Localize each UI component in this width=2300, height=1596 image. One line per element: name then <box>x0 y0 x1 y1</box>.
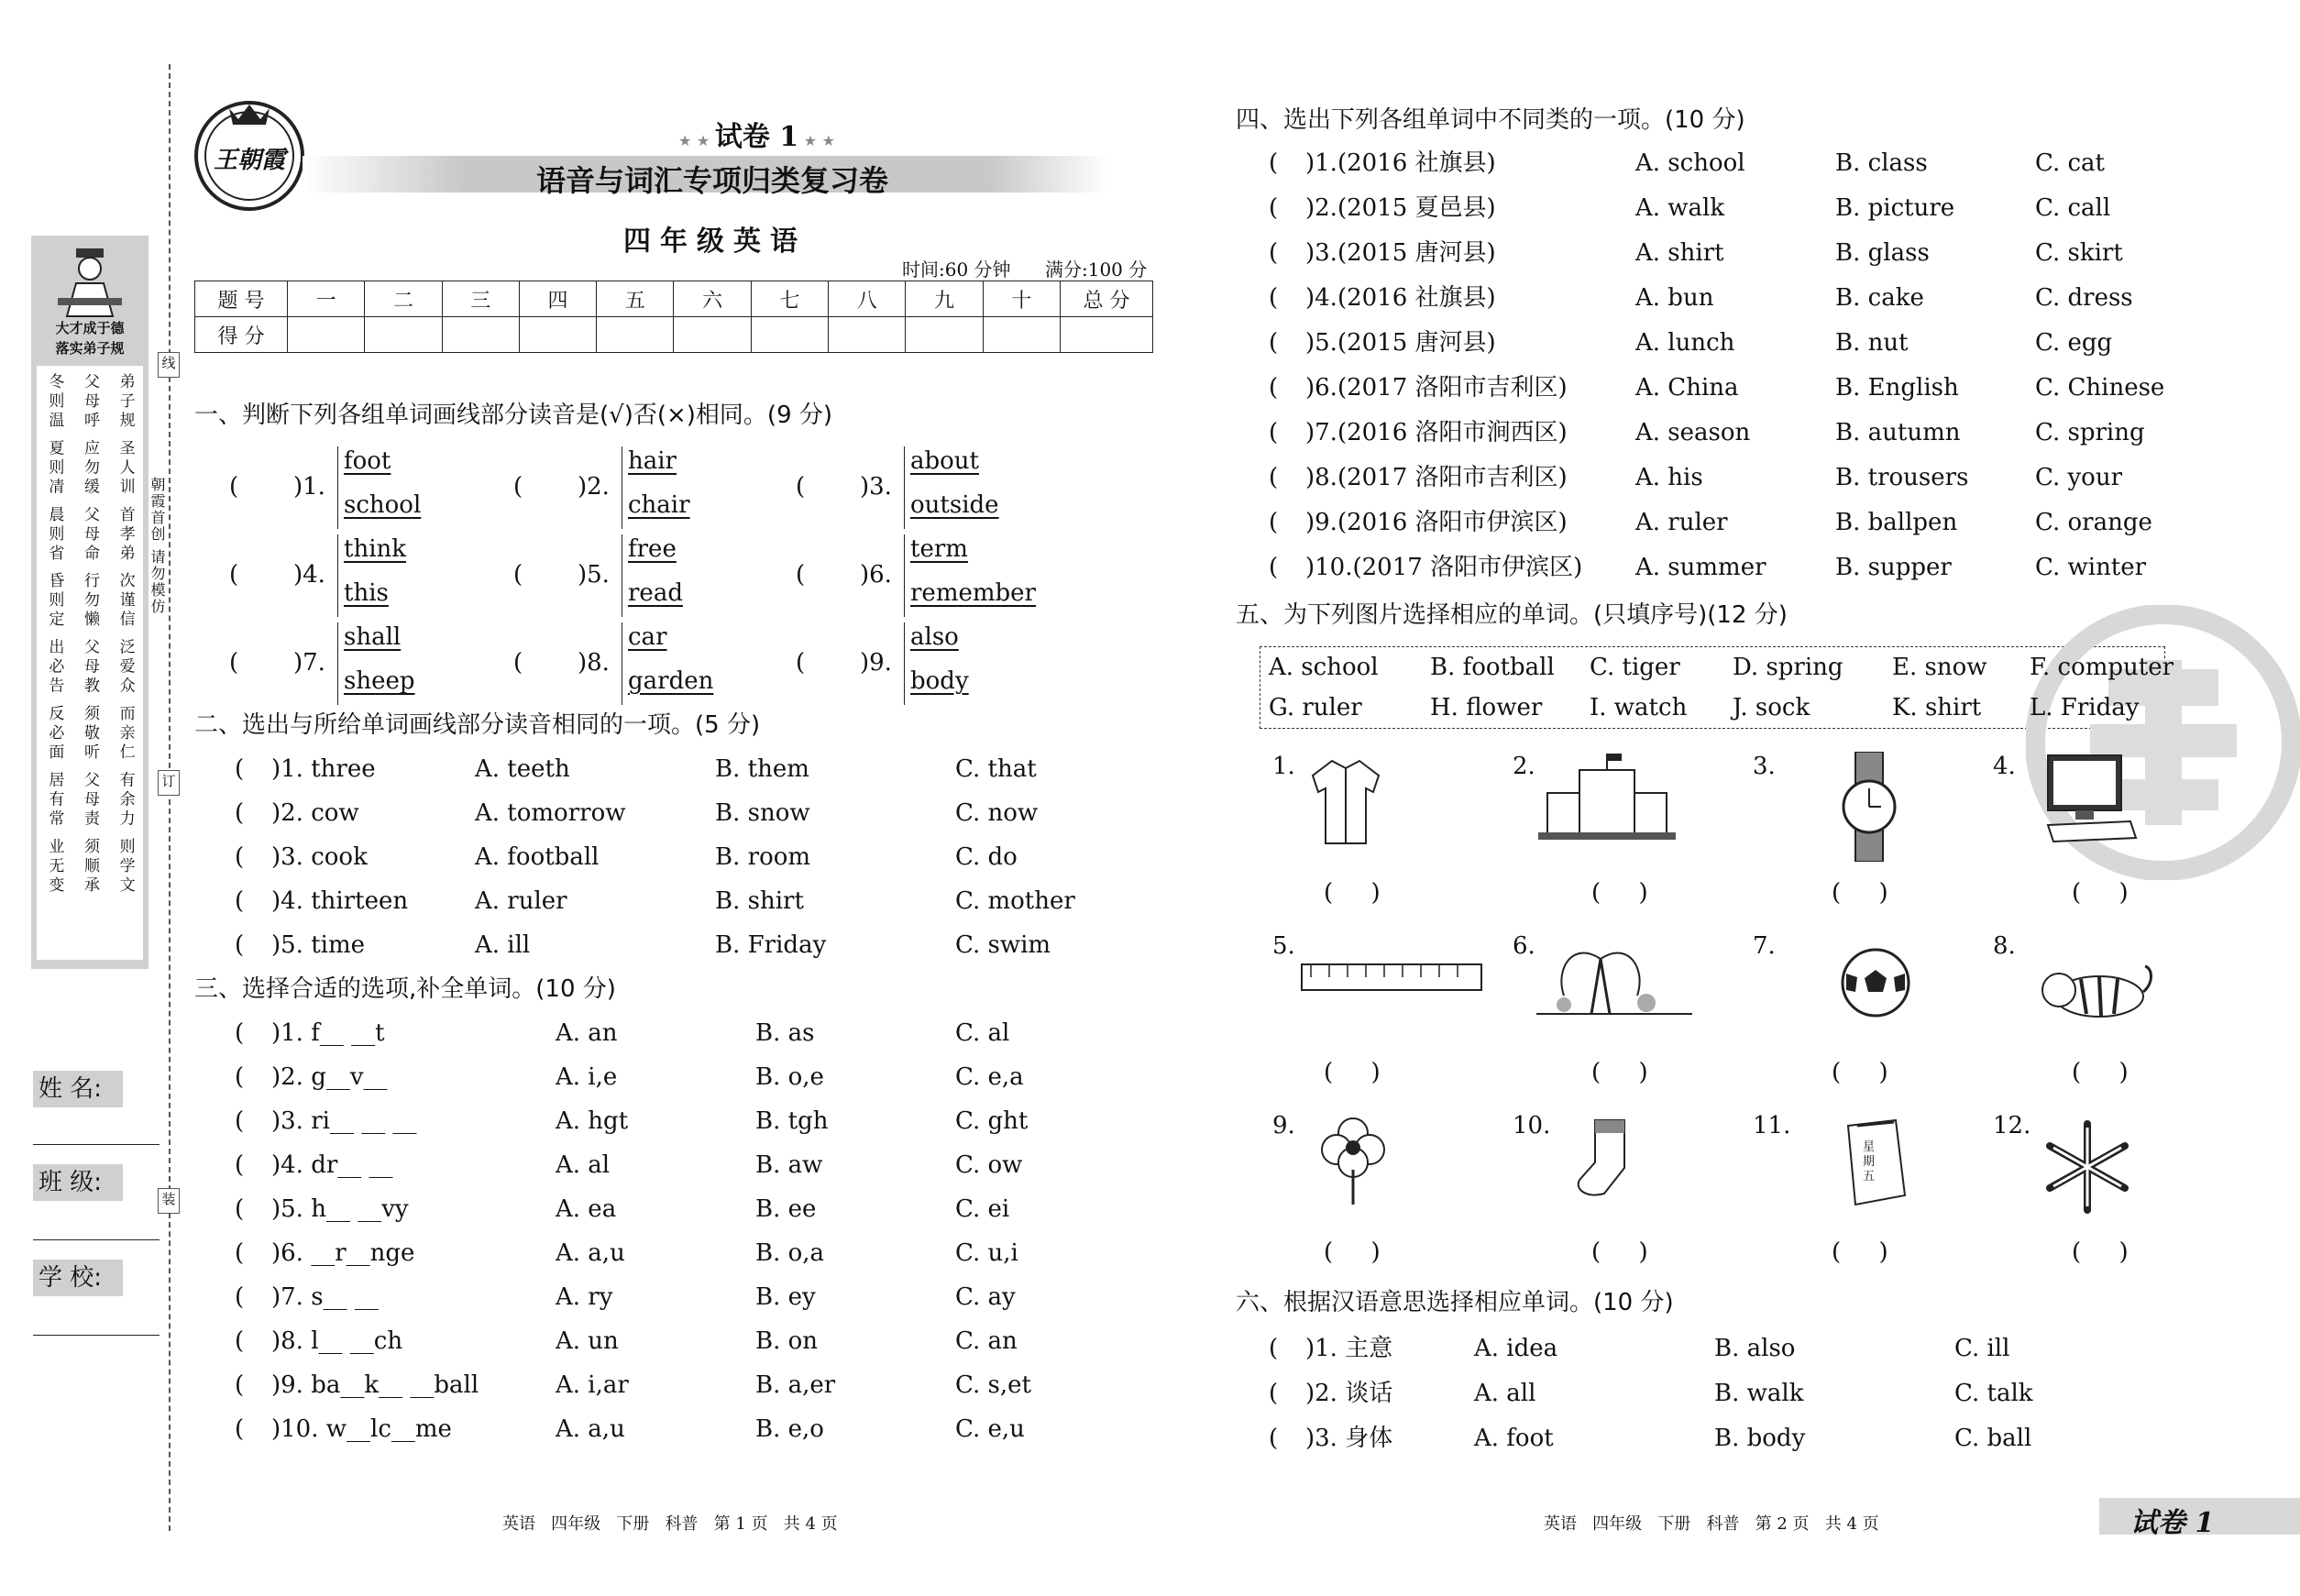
answer-blank[interactable]: ( ) <box>1591 879 1648 907</box>
option-c: C. dress <box>2035 284 2133 312</box>
answer-paren[interactable]: ( <box>229 649 239 677</box>
option-b: B. nut <box>1835 329 1909 357</box>
answer-paren[interactable]: ( <box>1269 1380 1279 1407</box>
question-number: )5. <box>578 561 610 589</box>
picture-number: 3. <box>1753 753 1776 780</box>
word-bank-item: B. football <box>1430 654 1555 681</box>
answer-paren[interactable]: ( <box>235 755 245 783</box>
answer-paren[interactable]: ( <box>235 1327 245 1355</box>
word-a: hair <box>628 447 677 475</box>
option-c: C. spring <box>2035 419 2145 446</box>
answer-paren[interactable]: ( <box>1269 509 1279 536</box>
word-a: foot <box>344 447 391 475</box>
option-c: C. talk <box>1954 1380 2033 1407</box>
rules-sidebar <box>31 236 149 969</box>
option-b: B. on <box>755 1327 819 1355</box>
answer-paren[interactable]: ( <box>1269 239 1279 267</box>
option-a: A. bun <box>1635 284 1714 312</box>
section-1-title: 一、判断下列各组单词画线部分读音是(√)否(×)相同。(9 分) <box>194 402 833 429</box>
word-b: read <box>628 579 683 607</box>
answer-paren[interactable]: ( <box>513 561 523 589</box>
answer-blank[interactable]: ( ) <box>1591 1059 1648 1086</box>
option-c: C. ei <box>955 1195 1010 1223</box>
answer-paren[interactable]: ( <box>235 1019 245 1047</box>
answer-blank[interactable]: ( ) <box>2072 1238 2129 1266</box>
option-b: B. room <box>715 843 811 871</box>
answer-paren[interactable]: ( <box>796 473 806 501</box>
class-label: 班 级: <box>33 1164 123 1201</box>
football-picture <box>1839 946 1912 1019</box>
answer-paren[interactable]: ( <box>513 649 523 677</box>
answer-paren[interactable]: ( <box>235 843 245 871</box>
option-a: A. i,e <box>556 1063 618 1091</box>
option-a: A. China <box>1635 374 1739 402</box>
option-a: A. a,u <box>556 1239 625 1267</box>
option-b: B. ey <box>755 1283 816 1311</box>
option-b: B. cake <box>1835 284 1924 312</box>
footer-right: 英语 四年级 下册 科普 第 2 页 共 4 页 <box>1544 1514 1879 1534</box>
option-b: B. supper <box>1835 554 1952 581</box>
word-bank-item: A. school <box>1269 654 1379 681</box>
score-header-cell: 三 <box>442 281 519 317</box>
sock-picture <box>1568 1117 1641 1199</box>
option-a: A. his <box>1635 464 1703 491</box>
binding-mark-2: 订 <box>158 770 180 796</box>
question-4: )4. thirteen <box>271 887 409 915</box>
ruler-picture <box>1300 959 1483 996</box>
option-a: A. an <box>556 1019 618 1047</box>
brand-logo <box>193 99 306 213</box>
option-c: C. do <box>955 843 1018 871</box>
option-c: C. ill <box>1954 1335 2010 1362</box>
option-b: B. glass <box>1835 239 1930 267</box>
option-a: A. ruler <box>1635 509 1728 536</box>
option-a: A. idea <box>1474 1335 1558 1362</box>
answer-blank[interactable]: ( ) <box>1832 1059 1888 1086</box>
option-b: B. trousers <box>1835 464 1969 491</box>
answer-paren[interactable]: ( <box>1269 329 1279 357</box>
option-c: C. s,et <box>955 1371 1031 1399</box>
answer-paren[interactable]: ( <box>1269 419 1279 446</box>
answer-blank[interactable]: ( ) <box>1324 1238 1381 1266</box>
question-5: )5.(2015 唐河县) <box>1305 329 1496 357</box>
rules-col-2: 父母呼 应勿缓 父母命 行勿懒 父母教 须敬听 父母责 须顺承 <box>80 373 99 896</box>
question-number: )9. <box>860 649 892 677</box>
option-b: B. o,e <box>755 1063 824 1091</box>
answer-paren[interactable]: ( <box>235 799 245 827</box>
question-5: )5. h__ __vy <box>271 1195 409 1223</box>
watch-picture <box>1837 752 1901 862</box>
score-cell[interactable] <box>829 317 906 353</box>
word-bank-item: D. spring <box>1733 654 1843 681</box>
option-c: C. skirt <box>2035 239 2123 267</box>
option-a: A. a,u <box>556 1415 625 1443</box>
answer-paren[interactable]: ( <box>796 649 806 677</box>
question-4: )4. dr__ __ <box>271 1151 393 1179</box>
score-cell[interactable] <box>288 317 365 353</box>
question-6: )6.(2017 洛阳市吉利区) <box>1305 374 1568 402</box>
answer-paren[interactable]: ( <box>235 887 245 915</box>
option-a: A. foot <box>1474 1425 1554 1452</box>
option-a: A. walk <box>1635 194 1725 222</box>
question-number: )4. <box>293 561 325 589</box>
word-b: this <box>344 579 389 607</box>
answer-blank[interactable]: ( ) <box>1591 1238 1648 1266</box>
answer-paren[interactable]: ( <box>235 1107 245 1135</box>
paper-number: ★ ★ 试卷 1 ★ ★ <box>678 121 835 153</box>
picture-number: 12. <box>1993 1112 2031 1139</box>
option-c: C. ow <box>955 1151 1023 1179</box>
option-a: A. un <box>556 1327 619 1355</box>
school-label: 学 校: <box>33 1260 123 1296</box>
score-header-cell: 题 号 <box>195 281 288 317</box>
option-c: C. now <box>955 799 1039 827</box>
answer-paren[interactable]: ( <box>235 1195 245 1223</box>
score-cell[interactable] <box>1061 317 1153 353</box>
score-header-cell: 二 <box>365 281 442 317</box>
motto-line-2: 落实弟子规 <box>55 340 125 357</box>
option-c: C. an <box>955 1327 1018 1355</box>
section-3-title: 三、选择合适的选项,补全单词。(10 分) <box>194 975 616 1003</box>
question-1: )1. 主意 <box>1305 1335 1393 1362</box>
picture-number: 5. <box>1272 932 1295 960</box>
answer-paren[interactable]: ( <box>229 561 239 589</box>
word-b: sheep <box>344 667 415 695</box>
option-b: B. autumn <box>1835 419 1961 446</box>
word-bank-item: H. flower <box>1430 694 1543 721</box>
option-a: A. shirt <box>1635 239 1724 267</box>
question-7: )7. s__ __ <box>271 1283 379 1311</box>
class-field[interactable] <box>33 1239 160 1240</box>
binding-mark-1: 线 <box>158 352 180 378</box>
option-b: B. English <box>1835 374 1959 402</box>
option-a: A. lunch <box>1635 329 1735 357</box>
option-b: B. walk <box>1714 1380 1804 1407</box>
answer-paren[interactable]: ( <box>1269 554 1279 581</box>
question-3: )3. 身体 <box>1305 1425 1393 1452</box>
option-b: B. also <box>1714 1335 1796 1362</box>
option-c: C. e,u <box>955 1415 1025 1443</box>
word-a: about <box>910 447 979 475</box>
score-header-cell: 总 分 <box>1061 281 1153 317</box>
word-bank-item: E. snow <box>1892 654 1987 681</box>
picture-number: 7. <box>1753 932 1776 960</box>
word-b: garden <box>628 667 714 695</box>
option-a: A. ea <box>556 1195 617 1223</box>
word-b: school <box>344 491 422 519</box>
option-c: C. u,i <box>955 1239 1018 1267</box>
name-label: 姓 名: <box>33 1071 123 1107</box>
option-b: B. e,o <box>755 1415 824 1443</box>
school-picture <box>1538 752 1676 843</box>
option-b: B. o,a <box>755 1239 825 1267</box>
question-9: )9.(2016 洛阳市伊滨区) <box>1305 509 1568 536</box>
option-a: A. school <box>1635 149 1745 177</box>
copyright-notice: 朝霞首创 请勿模仿 <box>149 477 166 616</box>
option-c: C. winter <box>2035 554 2147 581</box>
score-header-cell: 十 <box>983 281 1060 317</box>
word-a: shall <box>344 623 402 651</box>
tiger-picture <box>2035 955 2154 1029</box>
motto-line-1: 大才成于德 <box>55 320 125 336</box>
score-header-cell: 六 <box>674 281 751 317</box>
question-3: )3. ri__ __ __ <box>271 1107 417 1135</box>
question-4: )4.(2016 社旗县) <box>1305 284 1496 312</box>
exam-subtitle: 四年级英语 <box>623 226 807 258</box>
option-b: B. body <box>1714 1425 1806 1452</box>
option-c: C. swim <box>955 931 1051 959</box>
word-b: outside <box>910 491 999 519</box>
question-3: )3.(2015 唐河县) <box>1305 239 1496 267</box>
score-cell[interactable] <box>751 317 828 353</box>
shirt-picture <box>1309 755 1382 847</box>
question-number: )3. <box>860 473 892 501</box>
binding-line <box>169 64 171 1531</box>
section-2-title: 二、选出与所给单词画线部分读音相同的一项。(5 分) <box>194 711 761 739</box>
question-2: )2. g__v__ <box>271 1063 388 1091</box>
option-c: C. al <box>955 1019 1010 1047</box>
score-table <box>194 281 1153 353</box>
calendar-text: 星期五 <box>1863 1140 1876 1183</box>
logo-text: 王朝霞 <box>213 147 285 174</box>
option-c: C. egg <box>2035 329 2113 357</box>
word-b: remember <box>910 579 1036 607</box>
option-b: B. a,er <box>755 1371 836 1399</box>
rules-col-1: 冬则温 夏则凊 晨则省 昏则定 出必告 反必面 居有常 业无变 <box>45 373 64 896</box>
name-field[interactable] <box>33 1144 160 1145</box>
option-b: B. aw <box>755 1151 823 1179</box>
option-b: B. ballpen <box>1835 509 1958 536</box>
scholar-illustration <box>49 245 131 318</box>
footer-tag: 试卷 1 <box>2130 1507 2215 1539</box>
question-1: )1.(2016 社旗县) <box>1305 149 1496 177</box>
answer-paren[interactable]: ( <box>513 473 523 501</box>
option-c: C. orange <box>2035 509 2152 536</box>
score-cell[interactable] <box>442 317 519 353</box>
answer-paren[interactable]: ( <box>1269 1335 1279 1362</box>
answer-paren[interactable]: ( <box>235 1151 245 1179</box>
question-8: )8. l__ __ch <box>271 1327 403 1355</box>
option-c: C. cat <box>2035 149 2106 177</box>
answer-blank[interactable]: ( ) <box>2072 1059 2129 1086</box>
picture-number: 2. <box>1513 753 1535 780</box>
word-b: body <box>910 667 969 695</box>
question-7: )7.(2016 洛阳市涧西区) <box>1305 419 1568 446</box>
option-b: B. as <box>755 1019 815 1047</box>
question-number: )1. <box>293 473 325 501</box>
option-a: A. ill <box>475 931 531 959</box>
picture-number: 1. <box>1272 753 1295 780</box>
word-a: free <box>628 535 677 563</box>
score-header-cell: 五 <box>597 281 674 317</box>
option-c: C. ay <box>955 1283 1016 1311</box>
option-c: C. ght <box>955 1107 1029 1135</box>
option-a: A. ry <box>556 1283 613 1311</box>
option-c: C. Chinese <box>2035 374 2165 402</box>
picture-number: 10. <box>1513 1112 1551 1139</box>
option-c: C. e,a <box>955 1063 1024 1091</box>
exam-time: 时间:60 分钟 <box>902 259 1011 281</box>
score-header-cell: 九 <box>906 281 983 317</box>
option-c: C. that <box>955 755 1037 783</box>
question-number: )2. <box>578 473 610 501</box>
word-bank-item: F. computer <box>2030 654 2174 681</box>
answer-paren[interactable]: ( <box>235 1239 245 1267</box>
option-c: C. call <box>2035 194 2111 222</box>
answer-paren[interactable]: ( <box>235 1283 245 1311</box>
computer-picture <box>2039 752 2140 843</box>
answer-paren[interactable]: ( <box>1269 464 1279 491</box>
score-cell[interactable] <box>597 317 674 353</box>
option-a: A. summer <box>1635 554 1766 581</box>
option-b: B. class <box>1835 149 1928 177</box>
question-10: )10. w__lc__me <box>271 1415 452 1443</box>
picture-number: 6. <box>1513 932 1535 960</box>
word-a: term <box>910 535 968 563</box>
spring-picture <box>1536 931 1692 1023</box>
section-4-title: 四、选出下列各组单词中不同类的一项。(10 分) <box>1236 106 1745 134</box>
word-bank-item: G. ruler <box>1269 694 1362 721</box>
answer-paren[interactable]: ( <box>1269 1425 1279 1452</box>
answer-blank[interactable]: ( ) <box>1324 879 1381 907</box>
word-a: also <box>910 623 959 651</box>
option-a: A. i,ar <box>556 1371 629 1399</box>
word-a: think <box>344 535 407 563</box>
answer-paren[interactable]: ( <box>235 931 245 959</box>
answer-paren[interactable]: ( <box>796 561 806 589</box>
picture-number: 4. <box>1993 753 2016 780</box>
option-b: B. shirt <box>715 887 804 915</box>
question-6: )6. __r__nge <box>271 1239 415 1267</box>
score-cell[interactable] <box>519 317 596 353</box>
school-field[interactable] <box>33 1335 160 1336</box>
answer-blank[interactable]: ( ) <box>1832 879 1888 907</box>
binding-mark-3: 装 <box>158 1188 180 1214</box>
picture-number: 9. <box>1272 1112 1295 1139</box>
question-5: )5. time <box>271 931 366 959</box>
question-10: )10.(2017 洛阳市伊滨区) <box>1305 554 1583 581</box>
score-cell: 得 分 <box>195 317 288 353</box>
question-1: )1. three <box>271 755 376 783</box>
answer-paren[interactable]: ( <box>1269 284 1279 312</box>
answer-blank[interactable]: ( ) <box>1832 1238 1888 1266</box>
word-bank-item: L. Friday <box>2030 694 2140 721</box>
word-bank-item: J. sock <box>1733 694 1810 721</box>
option-a: A. teeth <box>475 755 570 783</box>
option-b: B. snow <box>715 799 810 827</box>
option-b: B. them <box>715 755 809 783</box>
answer-paren[interactable]: ( <box>235 1063 245 1091</box>
score-cell[interactable] <box>906 317 983 353</box>
word-b: chair <box>628 491 690 519</box>
option-c: C. mother <box>955 887 1075 915</box>
word-a: car <box>628 623 667 651</box>
option-a: A. al <box>556 1151 611 1179</box>
question-9: )9. ba__k__ __ball <box>271 1371 479 1399</box>
option-b: B. tgh <box>755 1107 829 1135</box>
score-header-cell: 四 <box>519 281 596 317</box>
option-b: B. ee <box>755 1195 817 1223</box>
section-6-title: 六、根据汉语意思选择相应单词。(10 分) <box>1236 1289 1674 1316</box>
question-2: )2. cow <box>271 799 359 827</box>
score-header-cell: 一 <box>288 281 365 317</box>
option-a: A. ruler <box>475 887 567 915</box>
option-a: A. season <box>1635 419 1751 446</box>
score-header-cell: 七 <box>751 281 828 317</box>
word-bank-item: I. watch <box>1590 694 1688 721</box>
score-cell[interactable] <box>674 317 751 353</box>
word-bank-item: C. tiger <box>1590 654 1680 681</box>
picture-number: 11. <box>1753 1112 1791 1139</box>
flower-picture <box>1316 1115 1390 1206</box>
option-c: C. your <box>2035 464 2123 491</box>
answer-paren[interactable]: ( <box>229 473 239 501</box>
score-header-cell: 八 <box>829 281 906 317</box>
option-b: B. Friday <box>715 931 827 959</box>
answer-paren[interactable]: ( <box>235 1415 245 1443</box>
exam-score: 满分:100 分 <box>1045 259 1148 281</box>
option-a: A. football <box>475 843 600 871</box>
word-bank-item: K. shirt <box>1892 694 1982 721</box>
question-number: )7. <box>293 649 325 677</box>
question-2: )2.(2015 夏邑县) <box>1305 194 1496 222</box>
answer-paren[interactable]: ( <box>1269 374 1279 402</box>
section-5-title: 五、为下列图片选择相应的单词。(只填序号)(12 分) <box>1236 601 1788 629</box>
answer-paren[interactable]: ( <box>1269 194 1279 222</box>
option-b: B. picture <box>1835 194 1955 222</box>
score-cell[interactable] <box>983 317 1060 353</box>
question-8: )8.(2017 洛阳市吉利区) <box>1305 464 1568 491</box>
snowflake-picture <box>2037 1117 2138 1217</box>
option-c: C. ball <box>1954 1425 2032 1452</box>
exam-title: 语音与词汇专项归类复习卷 <box>536 163 889 198</box>
footer-left: 英语 四年级 下册 科普 第 1 页 共 4 页 <box>502 1514 838 1534</box>
question-2: )2. 谈话 <box>1305 1380 1393 1407</box>
question-number: )6. <box>860 561 892 589</box>
rules-col-3: 弟子规 圣人训 首孝弟 次谨信 泛爱众 而亲仁 有余力 则学文 <box>116 373 135 896</box>
question-number: )8. <box>578 649 610 677</box>
question-3: )3. cook <box>271 843 368 871</box>
option-a: A. tomorrow <box>475 799 626 827</box>
answer-paren[interactable]: ( <box>1269 149 1279 177</box>
answer-blank[interactable]: ( ) <box>2072 879 2129 907</box>
option-a: A. all <box>1474 1380 1536 1407</box>
answer-paren[interactable]: ( <box>235 1371 245 1399</box>
picture-number: 8. <box>1993 932 2016 960</box>
score-cell[interactable] <box>365 317 442 353</box>
question-1: )1. f__ __t <box>271 1019 385 1047</box>
answer-blank[interactable]: ( ) <box>1324 1059 1381 1086</box>
option-a: A. hgt <box>556 1107 629 1135</box>
